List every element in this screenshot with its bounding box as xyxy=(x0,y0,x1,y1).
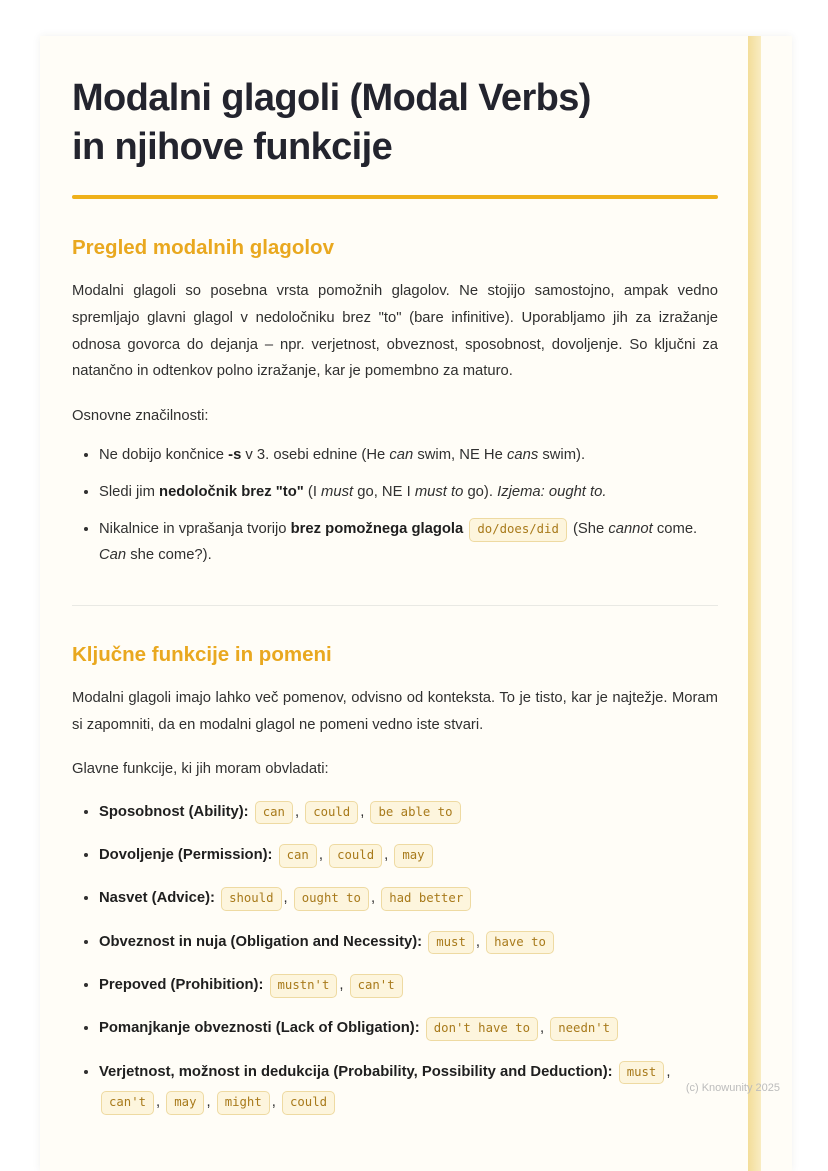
text-segment xyxy=(249,804,253,820)
code-chip: don't have to xyxy=(426,1017,538,1040)
document-content xyxy=(72,74,718,1130)
text-segment: (I xyxy=(303,484,322,501)
functions-paragraph: Modalni glagoli imajo lahko več pomenov, odvisno od konteksta. To je tisto, kar je najtežje. Moram si zapomniti, da en modalni glagol ne pomeni vedno iste stvari. xyxy=(72,689,718,733)
text-segment: , xyxy=(360,803,369,820)
code-chip: could xyxy=(329,844,382,867)
functions-list xyxy=(72,797,718,1118)
text-segment: , xyxy=(294,803,304,820)
text-segment: , xyxy=(666,1063,671,1080)
code-chip: mustn't xyxy=(270,974,338,997)
text-segment: come. xyxy=(652,521,698,538)
text-segment: must xyxy=(321,484,354,501)
text-segment: , xyxy=(540,1020,549,1037)
text-segment: v 3. osebi ednine (He xyxy=(241,447,390,464)
text-segment: Sposobnost (Ability): xyxy=(99,803,249,820)
list-item xyxy=(99,480,718,506)
section-divider xyxy=(72,605,718,606)
code-chip: must xyxy=(619,1061,665,1084)
title-underline xyxy=(72,195,718,199)
text-segment: , xyxy=(339,977,348,994)
text-segment: -s xyxy=(228,447,242,464)
text-segment xyxy=(422,934,426,950)
document-title xyxy=(72,74,718,171)
text-segment: , xyxy=(271,1094,280,1111)
code-chip: could xyxy=(282,1091,335,1114)
text-segment: Dovoljenje (Permission): xyxy=(99,847,273,864)
text-segment xyxy=(613,1064,617,1080)
text-segment: Nasvet (Advice): xyxy=(99,890,215,907)
text-segment: swim, NE He xyxy=(413,447,507,464)
document-page xyxy=(40,36,792,1171)
list-item xyxy=(99,443,718,469)
text-segment: Nikalnice in vprašanja tvorijo xyxy=(99,521,291,538)
text-segment: brez pomožnega glagola xyxy=(290,521,464,538)
code-chip: should xyxy=(221,887,281,910)
text-segment xyxy=(463,521,467,537)
text-segment: go, NE I xyxy=(353,484,415,501)
section-heading-overview: Pregled modalnih glagolov xyxy=(72,236,334,260)
text-segment: cannot xyxy=(608,521,653,538)
text-segment: she come?). xyxy=(126,547,212,564)
code-chip: must xyxy=(428,931,474,954)
text-segment: , xyxy=(370,890,380,907)
text-segment: (She xyxy=(568,521,609,538)
overview-lead-in: Osnovne značilnosti: xyxy=(72,407,209,424)
text-segment: swim). xyxy=(538,447,586,464)
copyright-notice: (c) Knowunity 2025 xyxy=(685,1082,780,1094)
list-item xyxy=(99,840,718,870)
title-line-2: in njihove funkcije xyxy=(72,125,393,168)
text-segment xyxy=(420,1020,424,1036)
title-line-1: Modalni glagoli (Modal Verbs) xyxy=(72,77,591,119)
text-segment: go). xyxy=(463,484,498,501)
text-segment: cans xyxy=(506,447,539,464)
code-chip: might xyxy=(217,1091,270,1114)
text-segment: Can xyxy=(99,547,127,564)
text-segment: Ne dobijo končnice xyxy=(99,447,229,464)
text-segment: Obveznost in nuja (Obligation and Necessity): xyxy=(99,933,423,950)
code-chip: ought to xyxy=(294,887,369,910)
code-chip: may xyxy=(166,1091,204,1114)
characteristics-list xyxy=(72,443,718,569)
text-segment: , xyxy=(283,890,292,907)
code-chip: can't xyxy=(101,1091,154,1114)
code-chip: could xyxy=(305,801,358,824)
text-segment: Izjema: ought to. xyxy=(497,484,607,501)
text-segment xyxy=(273,847,277,863)
code-chip: had better xyxy=(381,887,471,910)
list-item xyxy=(99,1057,718,1118)
code-chip: have to xyxy=(486,931,554,954)
code-chip: be able to xyxy=(370,801,460,824)
code-chip: do/does/did xyxy=(469,518,566,541)
text-segment: Pomanjkanje obveznosti (Lack of Obligation): xyxy=(99,1020,420,1037)
text-segment xyxy=(215,890,219,906)
code-chip: can't xyxy=(350,974,403,997)
text-segment: , xyxy=(384,847,393,864)
list-item xyxy=(99,1013,718,1043)
list-item xyxy=(99,517,718,569)
text-segment: , xyxy=(156,1094,165,1111)
page-edge-strip xyxy=(748,36,761,1171)
list-item xyxy=(99,797,718,827)
text-segment: , xyxy=(206,1094,215,1111)
text-segment: , xyxy=(318,847,328,864)
functions-lead-in: Glavne funkcije, ki jih moram obvladati: xyxy=(72,761,329,778)
list-item xyxy=(99,970,718,1000)
text-segment: nedoločnik brez "to" xyxy=(159,484,304,501)
code-chip: can xyxy=(279,844,317,867)
text-segment: can xyxy=(389,447,414,464)
code-chip: needn't xyxy=(550,1017,618,1040)
overview-paragraph: Modalni glagoli so posebna vrsta pomožnih glagolov. Ne stojijo samostojno, ampak vedno spremljajo glavni glagol v nedoločniku brez "to" (bare infinitive). Uporabljamo jih za izražanje odnosa govorca do dejanja – npr. verjetnost, obveznost, sposobnost, dovoljenje. So ključni za natančno in odtenkov polno izražanje, kar je pomembno za maturo. xyxy=(72,283,718,380)
text-segment xyxy=(263,977,267,993)
text-segment: , xyxy=(475,933,485,950)
list-item xyxy=(99,927,718,957)
code-chip: can xyxy=(255,801,293,824)
code-chip: may xyxy=(394,844,432,867)
list-item xyxy=(99,883,718,913)
text-segment: Verjetnost, možnost in dedukcija (Probability, Possibility and Deduction): xyxy=(99,1063,613,1080)
text-segment: must to xyxy=(414,484,464,501)
section-heading-functions: Ključne funkcije in pomeni xyxy=(72,642,332,666)
text-segment: Sledi jim xyxy=(99,484,160,501)
text-segment: Prepoved (Prohibition): xyxy=(99,977,264,994)
